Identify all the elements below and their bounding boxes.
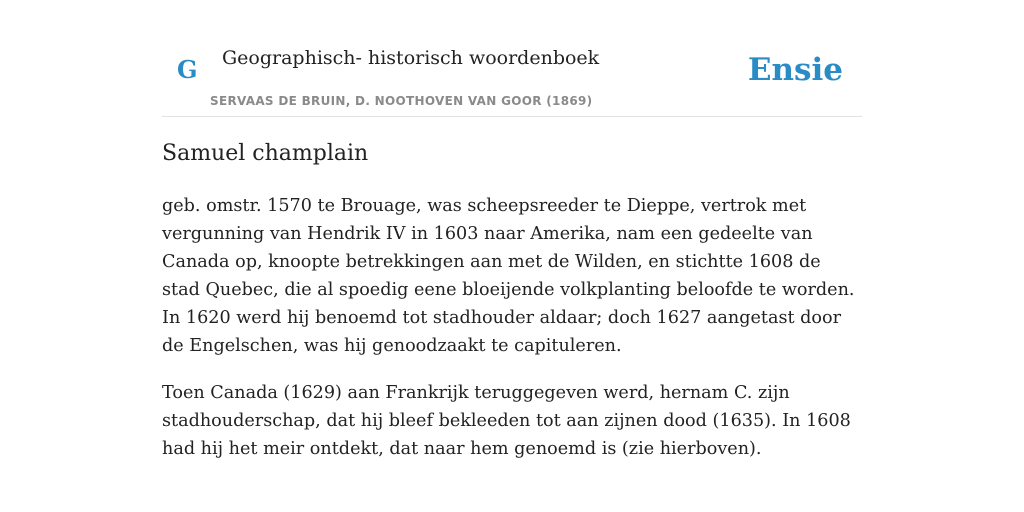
book-letter-icon[interactable]: G [177,55,198,84]
entry-body [162,192,862,482]
page [162,0,862,459]
book-author: SERVAAS DE BRUIN, D. NOOTHOVEN VAN GOOR (1869) [210,94,593,108]
book-title[interactable]: Geographisch- historisch woordenboek [222,47,600,69]
book-header [162,0,862,117]
entry-paragraph: geb. omstr. 1570 te Brouage, was scheepsreeder te Dieppe, vertrok met vergunning van Hendrik IV in 1603 naar Amerika, nam een gedeelte van Canada op, knoopte betrekkingen aan met de Wilden, en stichtte 1608 de stad Quebec, die al spoedig eene bloeijende volkplanting beloofde te worden. In 1620 werd hij benoemd tot stadhouder aldaar; doch 1627 aangetast door de Engelschen, was hij genoodzaakt te capituleren. [162,196,855,356]
entry-title: Samuel champlain [162,141,369,166]
entry-paragraph: Toen Canada (1629) aan Frankrijk teruggegeven werd, hernam C. zijn stadhouderschap, dat hij bleef bekleeden tot aan zijnen dood (1635). In 1608 had hij het meir ontdekt, dat naar hem genoemd is (zie hierboven). [162,383,851,459]
ensie-logo[interactable]: Ensie [747,52,843,88]
